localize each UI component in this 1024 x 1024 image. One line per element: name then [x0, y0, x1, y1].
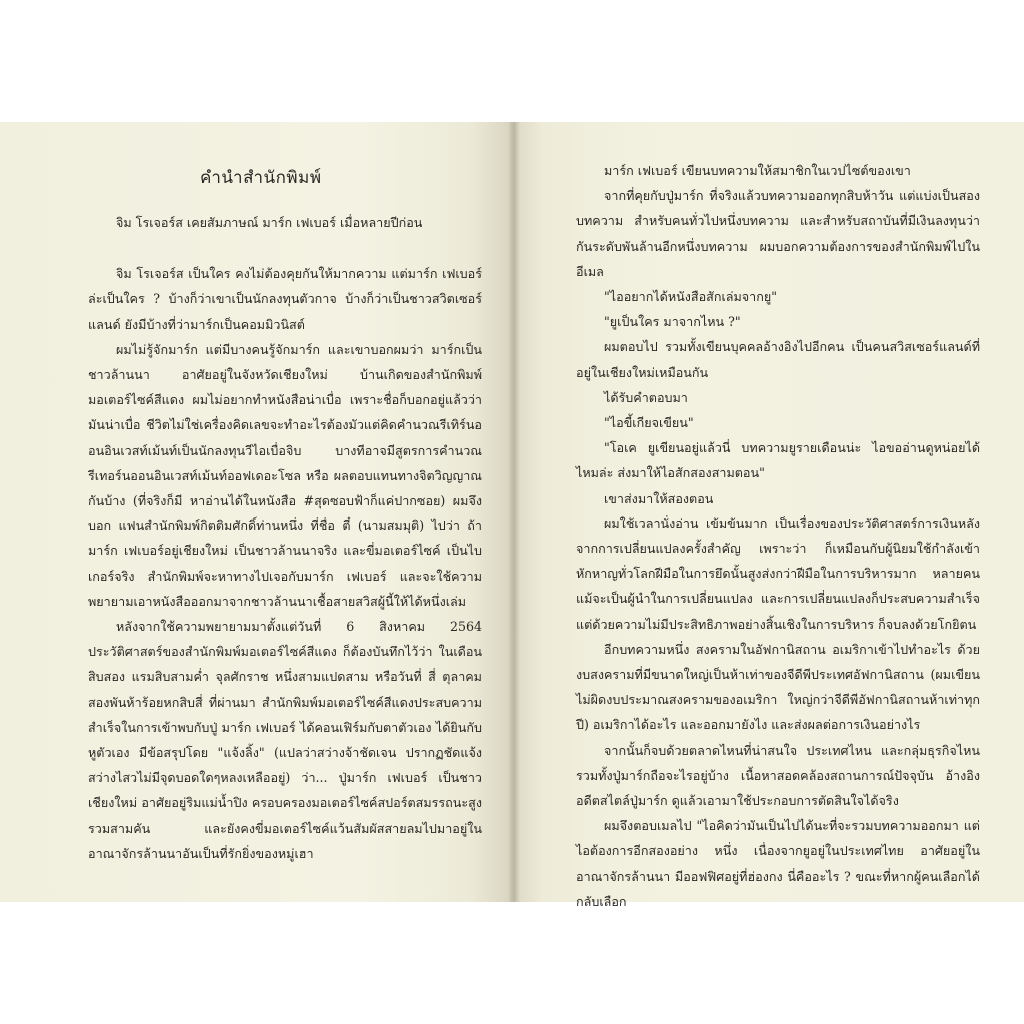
- dialogue-line: "ยูเป็นใคร มาจากไหน ?": [604, 314, 741, 330]
- book-spine-shadow: [508, 122, 520, 902]
- page-title: คำนำสำนักพิมพ์: [200, 168, 322, 188]
- left-page: [0, 122, 512, 902]
- paragraph: จิม โรเจอร์ส เป็นใคร คงไม่ต้องคุยกันให้มากความ แต่มาร์ก เฟเบอร์ล่ะเป็นใคร ? บ้างก็ว่าเขาเป็นนักลงทุนตัวกาจ บ้างก็ว่าเป็นชาวสวิตเซอร์แลนด์ ยังมีบ้างที่ว่ามาร์กเป็นคอมมิวนิสต์: [88, 266, 482, 332]
- paragraph: หลังจากใช้ความพยายามมาตั้งแต่วันที่ 6 สิงหาคม 2564 ประวัติศาสตร์ของสำนักพิมพ์มอเตอร์ไซค์สีแดง ก็ต้องบันทึกไว้ว่า ในเดือนสิบสอง แรมสิบสามค่ำ จุลศักราช หนึ่งสามแปดสาม หรือวันที่ สี่ ตุลาคม สองพันห้าร้อยหกสิบสี่ ที่ผ่านมา สำนักพิมพ์มอเตอร์ไซค์สีแดงประสบความสำเร็จในการเข้าพบกับปู่ มาร์ก เฟเบอร์ ได้คอนเฟิร์มกับตาตัวเอง ได้ยินกับหูตัวเอง มีข้อสรุปโดย "แจ้งลิ้ง" (แปลว่าสว่างจ้าชัดเจน ปรากฏชัดแจ้ง สว่างไสวไม่มีจุดบอดใดๆหลงเหลืออยู่) ว่า... ปู่มาร์ก เฟเบอร์ เป็นชาวเชียงใหม่ อาศัยอยู่ริมแม่น้ำปิง ครอบครองมอเตอร์ไซค์สปอร์ตสมรรถนะสูงรวมสามคัน และยังคงขี่มอเตอร์ไซค์แว้นสัมผัสสายลมไปมาอยู่ในอาณาจักรล้านนาอันเป็นที่รักยิ่งของหมู่เฮา: [88, 619, 482, 861]
- right-page: [512, 122, 1024, 909]
- paragraph: ผมจึงตอบเมลไป "ไอคิดว่ามันเป็นไปได้นะที่จะรวมบทความออกมา แต่ไอต้องการอีกสองอย่าง หนึ่ง เนื่องจากยูอยู่ในประเทศไทย อาศัยอยู่ในอาณาจักรล้านนา มีออฟฟิศอยู่ที่ฮ่องกง นี่คืออะไร ? ขณะที่หากผู้คนเลือกได้ กลับเลือก: [576, 818, 980, 909]
- subtitle-line: จิม โรเจอร์ส เคยสัมภาษณ์ มาร์ก เฟเบอร์ เมื่อหลายปีก่อน: [116, 215, 423, 230]
- paragraph: ผมตอบไป รวมทั้งเขียนบุคคลอ้างอิงไปอีกคน เป็นคนสวิสเซอร์แลนด์ที่อยู่ในเชียงใหม่เหมือนกัน: [576, 339, 980, 380]
- paragraph: เขาส่งมาให้สองตอน: [604, 490, 714, 506]
- paragraph: ผมไม่รู้จักมาร์ก แต่มีบางคนรู้จักมาร์ก และเขาบอกผมว่า มาร์กเป็นชาวล้านนา อาศัยอยู่ในจังหวัดเชียงใหม่ บ้านเกิดของสำนักพิมพ์มอเตอร์ไซค์สีแดง ผมไม่อยากทำหนังสือน่าเบื่อ เพราะชื่อก็บอกอยู่แล้วว่ามันน่าเบื่อ ชีวิตไม่ใช่เครื่องคิดเลขจะทำอะไรต้องมัวแต่คิดคำนวณรีเทิร์นออนอินเวสท์เม้นท์เป็นนักลงทุนวีไอเบื่อจิบ บางทีอาจมีสูตรการคำนวณรีเทอร์นออนอินเวสท์เม้นท์ออฟเดอะโซล หรือ ผลตอบแทนทางจิตวิญญาณกันบ้าง (ที่จริงก็มี หาอ่านได้ในหนังสือ #สุดซอบฟ้าก็แค่ปากซอย) ผมจึงบอก แฟนสำนักพิมพ์กิตติมศักดิ์ท่านหนึ่ง ที่ชื่อ ตี๋ (นามสมมุติ) ไปว่า ถ้ามาร์ก เฟเบอร์อยู่เชียงใหม่ เป็นชาวล้านนาจริง และขี่มอเตอร์ไซค์ เป็นไบเกอร์จริง สำนักพิมพ์จะหาทางไปเจอกับมาร์ก เฟเบอร์ และจะใช้ความพยายามเอาหนังสือออกมาจากชาวล้านนาเชื้อสายสวิสผู้นี้ให้ได้หนึ่งเล่ม: [88, 341, 482, 609]
- dialogue-line: "โอเค ยูเขียนอยู่แล้วนี่ บทความยูรายเดือนน่ะ ไอขออ่านดูหน่อยได้ไหมล่ะ ส่งมาให้ไอสักสองสามตอน": [576, 440, 980, 481]
- paragraph: ได้รับคำตอบมา: [604, 389, 688, 405]
- paragraph: จากนั้นก็จบด้วยตลาดไหนที่น่าสนใจ ประเทศไหน และกลุ่มธุรกิจไหน รวมทั้งปู่มาร์กถือจะไรอยู่บ้าง เนื้อหาสอดคล้องสถานการณ์ปัจจุบัน อ้างอิงอดีตสไตล์ปู่มาร์ก ดูแล้วเอามาใช้ประกอบการตัดสินใจได้จริง: [576, 742, 980, 809]
- paragraph: ผมใช้เวลานั่งอ่าน เข้มข้นมาก เป็นเรื่องของประวัติศาสตร์การเงินหลังจากการเปลี่ยนแปลงครั้งสำคัญ เพราะว่า ก็เหมือนกับผู้นิยมใช้กำลังเข้าหักหาญทั่วโลกฝีมือในการยึดนั้นสูงส่งกว่าฝีมือในการบริหารมาก หลายคนแม้จะเป็นผู้นำในการเปลี่ยนแปลง และการเปลี่ยนแปลงก็ประสบความสำเร็จ แต่ด้วยความไม่มีประสิทธิภาพอย่างสิ้นเชิงในการบริหาร ก็จบลงด้วยโกยิตน: [576, 515, 980, 632]
- paragraph: อีกบทความหนึ่ง สงครามในอัฟกานิสถาน อเมริกาเข้าไปทำอะไร ด้วยงบสงครามที่มีขนาดใหญ่เป็นห้าเท่าของจีดีพีประเทศอัฟกานิสถาน (ผมเขียนไม่ผิดงบประมาณสงครามของอเมริกา ใหญ่กว่าจีดีพีอัฟกานิสถานห้าเท่าทุกปี) อเมริกาได้อะไร และออกมายังไง และส่งผลต่อการเงินอย่างไร: [576, 641, 980, 733]
- paragraph: จากที่คุยกับปู่มาร์ก ที่จริงแล้วบทความออกทุกสิบห้าวัน แต่แบ่งเป็นสองบทความ สำหรับคนทั่วไปหนึ่งบทความ และสำหรับสถาบันที่มีเงินลงทุนว่ากันระดับพันล้านอีกหนึ่งบทความ ผมบอกความต้องการของสำนักพิมพ์ไปในอีเมล: [576, 188, 980, 279]
- paragraph: มาร์ก เฟเบอร์ เขียนบทความให้สมาชิกในเวปไซต์ของเขา: [604, 163, 911, 178]
- dialogue-line: "ไอขี้เกียจเขียน": [604, 415, 694, 431]
- dialogue-line: "ไออยากได้หนังสือสักเล่มจากยู": [604, 289, 778, 305]
